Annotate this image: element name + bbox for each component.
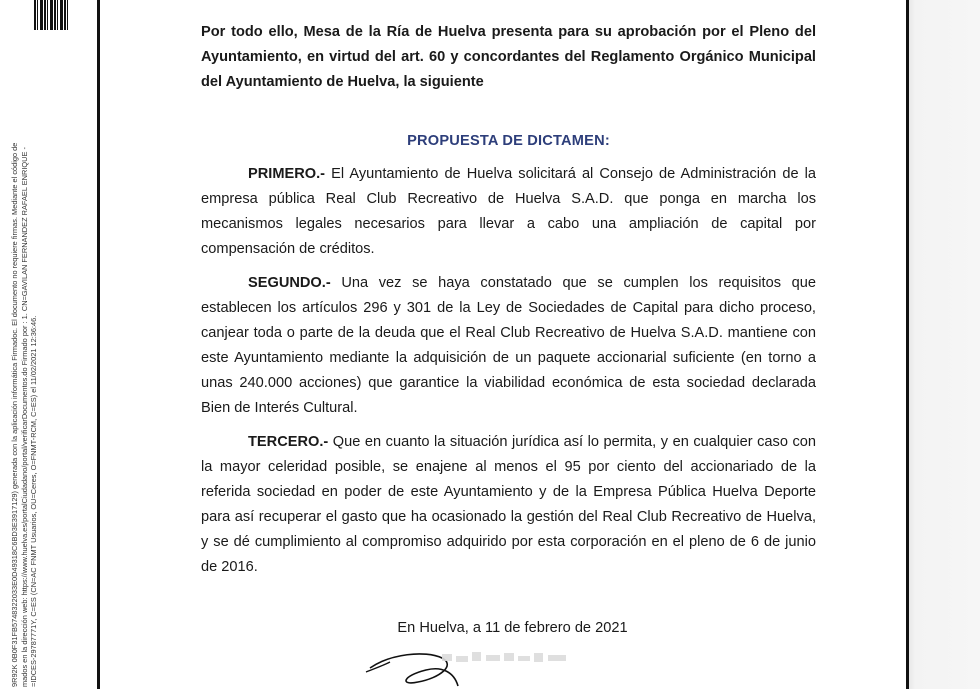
left-border-line	[97, 0, 100, 689]
section-text: Que en cuanto la situación jurídica así lo permita, y en cualquier caso con la mayor celeridad posible, se enajene al menos el 95 por ciento del accionariado de la referida sociedad en poder de este Ayuntamiento y de la Empresa Pública Huelva Deporte para así recuperar el gasto que ha ocasionado la gestión del Real Club Recreativo de Huelva, y se dé cumplimiento al compromiso adquirido por esta corporación en el pleno de 6 de junio de 2016.	[201, 434, 816, 575]
barcode-image	[34, 0, 68, 30]
validation-text	[10, 47, 39, 687]
viewer-background	[909, 0, 980, 689]
signature-image	[330, 638, 600, 689]
section-label: PRIMERO.-	[248, 166, 326, 182]
section-text: El Ayuntamiento de Huelva solicitará al Consejo de Administración de la empresa pública Real Club Recreativo de Huelva S.A.D. que ponga en marcha los mecanismos legales necesarios para llevar a cabo una ampliación de capital por compensación de créditos.	[201, 166, 816, 257]
place-date: En Huelva, a 11 de febrero de 2021	[397, 620, 628, 636]
section-primero	[201, 162, 816, 262]
validation-line: 9R92K 0B0F31FB5748322033E0D49318C6BD3E3917129) generada con la aplicación informática Firmadoc. El documento no requiere firmas. Mediante el código de	[10, 142, 19, 687]
section-label: TERCERO.-	[248, 434, 329, 450]
section-segundo	[201, 271, 816, 421]
proposal-heading: PROPUESTA DE DICTAMEN:	[407, 133, 610, 149]
section-text: Una vez se haya constatado que se cumplen los requisitos que establecen los artículos 296 y 301 de la Ley de Sociedades de Capital para dicho proceso, canjear toda o parte de la deuda que el Real Club Recreativo de Huelva S.A.D. mantiene con este Ayuntamiento mediante la adquisición de un paquete accionarial suficiente (en torno a unas 240.000 acciones) que garantice la viabilidad económica de esta sociedad declarada Bien de Interés Cultural.	[201, 275, 816, 416]
validation-margin	[0, 0, 100, 689]
section-tercero	[201, 430, 816, 580]
validation-line: =IDCES-29787771Y, C=ES (CN=AC FNMT Usuarios, OU=Ceres, O=FNMT-RCM, C=ES) el 11/02/2021 12:36:46.	[29, 315, 39, 687]
intro-paragraph: Por todo ello, Mesa de la Ría de Huelva presenta para su aprobación por el Pleno del Ayuntamiento, en virtud del art. 60 y concordantes del Reglamento Orgánico Municipal del Ayuntamiento de Huelva, la siguiente	[201, 24, 816, 90]
document-body	[201, 20, 816, 580]
section-label: SEGUNDO.-	[248, 275, 331, 291]
validation-line: mados en la dirección web: https://www.huelva.es/portalCiudadano/portal/verificarDocumentos.do Firmado por : 1. CN=GAVILAN FERNANDEZ RAFAEL ENRIQUE -	[19, 147, 29, 687]
